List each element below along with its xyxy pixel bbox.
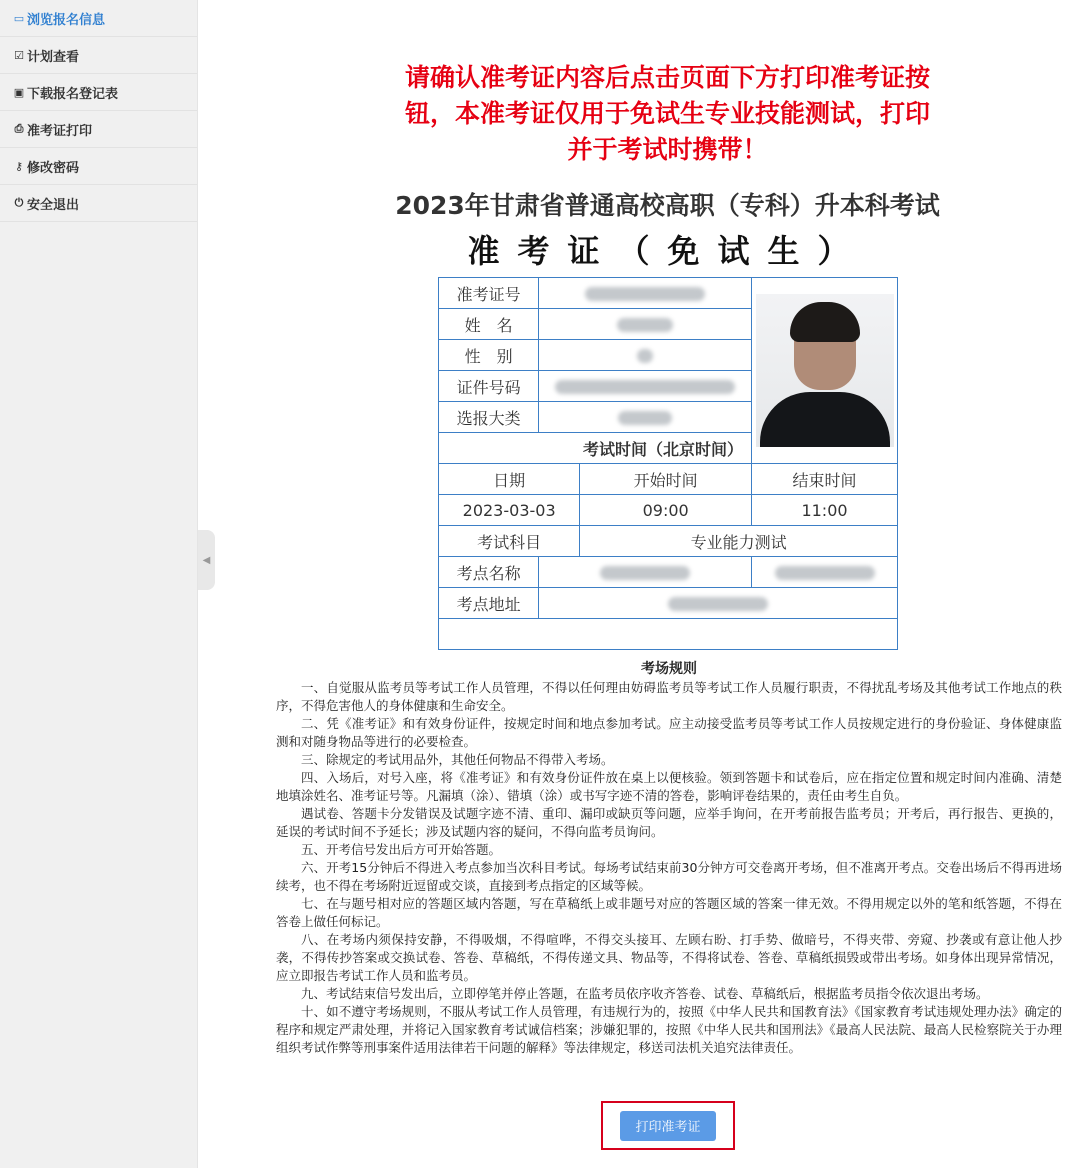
power-icon: ⏻ — [14, 196, 24, 209]
ticket-no-label: 准考证号 — [439, 278, 539, 309]
gender-label: 性 别 — [439, 340, 539, 371]
start-time-header: 开始时间 — [580, 464, 752, 495]
rule-item: 九、考试结束信号发出后，立即停笔并停止答题，在监考员依序收齐答卷、试卷、草稿纸后，根据监考员指令依次退出考场。 — [301, 986, 989, 1001]
ticket-no-value — [539, 278, 752, 309]
sidebar-item-label: 准考证打印 — [27, 123, 93, 139]
sidebar-item-label: 浏览报名信息 — [27, 12, 106, 28]
rule-item: 五、开考信号发出后方可开始答题。 — [301, 842, 502, 857]
admission-card-title: 准考证（免试生） — [467, 232, 868, 270]
notice-line: 钮，本准考证仅用于免试生专业技能测试，打印 — [404, 99, 930, 128]
sidebar-item-plan[interactable] — [0, 37, 197, 74]
id-no-value — [539, 371, 752, 402]
site-address-label: 考点地址 — [439, 588, 539, 619]
category-value — [539, 402, 752, 433]
admission-card-table — [438, 277, 898, 650]
sidebar-item-label: 下载报名登记表 — [27, 86, 119, 102]
sidebar — [0, 0, 198, 1168]
rule-item: 一、自觉服从监考员等考试工作人员管理，不得以任何理由妨碍监考员等考试工作人员履行职责，不得扰乱考场及其他考试工作地点的秩序，不得危害他人的身体健康和生命安全。 — [276, 680, 1062, 713]
exam-date-value: 2023-03-03 — [439, 495, 580, 526]
exam-title: 2023年甘肃省普通高校高职（专科）升本科考试 — [395, 191, 940, 220]
chevron-left-icon: ◀ — [202, 554, 211, 566]
sidebar-item-change-password[interactable] — [0, 148, 197, 185]
print-admission-ticket-button[interactable]: 打印准考证 — [620, 1111, 716, 1141]
rule-item: 二、凭《准考证》和有效身份证件，按规定时间和地点参加考试。应主动接受监考员等考试工作人员按规定进行的身份验证、身体健康监测和对随身物品等进行的必要检查。 — [276, 716, 1062, 749]
site-name-label: 考点名称 — [439, 557, 539, 588]
name-value — [539, 309, 752, 340]
rules-title: 考场规则 — [641, 661, 697, 677]
sidebar-collapse-handle[interactable] — [198, 530, 215, 590]
name-label: 姓 名 — [439, 309, 539, 340]
id-no-label: 证件号码 — [439, 371, 539, 402]
print-notice — [300, 60, 1035, 168]
notice-line: 请确认准考证内容后点击页面下方打印准考证按 — [404, 63, 930, 92]
exam-time-header: 考试时间（北京时间） — [439, 433, 752, 464]
sidebar-item-print-ticket[interactable] — [0, 111, 197, 148]
start-time-value: 09:00 — [580, 495, 752, 526]
gender-value — [539, 340, 752, 371]
site-room-value — [752, 557, 898, 588]
exam-rules — [276, 660, 1062, 1057]
subject-label: 考试科目 — [439, 526, 580, 557]
site-address-value — [539, 588, 898, 619]
sidebar-item-download-form[interactable] — [0, 74, 197, 111]
notice-line: 并于考试时携带！ — [567, 135, 768, 164]
end-time-header: 结束时间 — [752, 464, 898, 495]
print-icon: ⎙ — [14, 122, 24, 135]
category-label: 选报大类 — [439, 402, 539, 433]
site-name-value — [539, 557, 752, 588]
subject-value: 专业能力测试 — [580, 526, 898, 557]
key-icon: ⚷ — [14, 159, 24, 173]
sidebar-item-label: 计划查看 — [27, 49, 80, 65]
rule-item: 遇试卷、答题卡分发错误及试题字迹不清、重印、漏印或缺页等问题，应举手询问，在开考前报告监考员；开考后，再行报告、更换的，延误的考试时间不予延长；涉及试题内容的疑问，不得向监考员询问。 — [276, 806, 1062, 839]
end-time-value: 11:00 — [752, 495, 898, 526]
sidebar-item-logout[interactable] — [0, 185, 197, 222]
sidebar-item-label: 安全退出 — [27, 197, 80, 213]
rule-item: 三、除规定的考试用品外，其他任何物品不得带入考场。 — [301, 752, 614, 767]
id-card-icon: ▭ — [13, 11, 25, 25]
rule-item: 六、开考15分钟后不得进入考点参加当次科目考试。每场考试结束前30分钟方可交卷离开考场，但不准离开考点。交卷出场后不得再进场续考，也不得在考场附近逗留或交谈，直接到考点指定的区域等候。 — [276, 860, 1062, 893]
print-button-highlight — [601, 1101, 735, 1150]
rule-item: 七、在与题号相对应的答题区域内答题，写在草稿纸上或非题号对应的答题区域的答案一律无效。不得用规定以外的笔和纸答题，不得在答卷上做任何标记。 — [276, 896, 1062, 929]
date-header: 日期 — [439, 464, 580, 495]
rule-item: 十、如不遵守考场规则，不服从考试工作人员管理，有违规行为的，按照《中华人民共和国教育法》《国家教育考试违规处理办法》确定的程序和规定严肃处理，并将记入国家教育考试诚信档案；涉嫌犯罪的，按照《中华人民共和国刑法》《最高人民法院、最高人民检察院关于办理组织考试作弊等刑事案件适用法律若干问题的解释》等法律规定，移送司法机关追究法律责任。 — [276, 1004, 1062, 1055]
rule-item: 四、入场后，对号入座，将《准考证》和有效身份证件放在桌上以便核验。领到答题卡和试卷后，应在指定位置和规定时间内准确、清楚地填涂姓名、准考证号等。凡漏填（涂）、错填（涂）或书写字迹不清的答卷，影响评卷结果的，责任由考生自负。 — [276, 770, 1062, 803]
sidebar-item-browse-info[interactable] — [0, 0, 197, 37]
candidate-photo — [756, 294, 894, 447]
rule-item: 八、在考场内须保持安静，不得吸烟，不得喧哗，不得交头接耳、左顾右盼、打手势、做暗号，不得夹带、旁窥、抄袭或有意让他人抄袭，不得传抄答案或交换试卷、答卷、草稿纸，不得传递文具、物品等，不得将试卷、答卷、草稿纸损毁或带出考场。如身体出现异常情况，应立即报告考试工作人员和监考员。 — [276, 932, 1062, 983]
sidebar-item-label: 修改密码 — [27, 160, 80, 176]
blank-row — [439, 619, 898, 650]
save-icon: ▣ — [13, 85, 25, 99]
checklist-icon: ☑ — [14, 48, 24, 62]
photo-cell — [752, 278, 898, 464]
